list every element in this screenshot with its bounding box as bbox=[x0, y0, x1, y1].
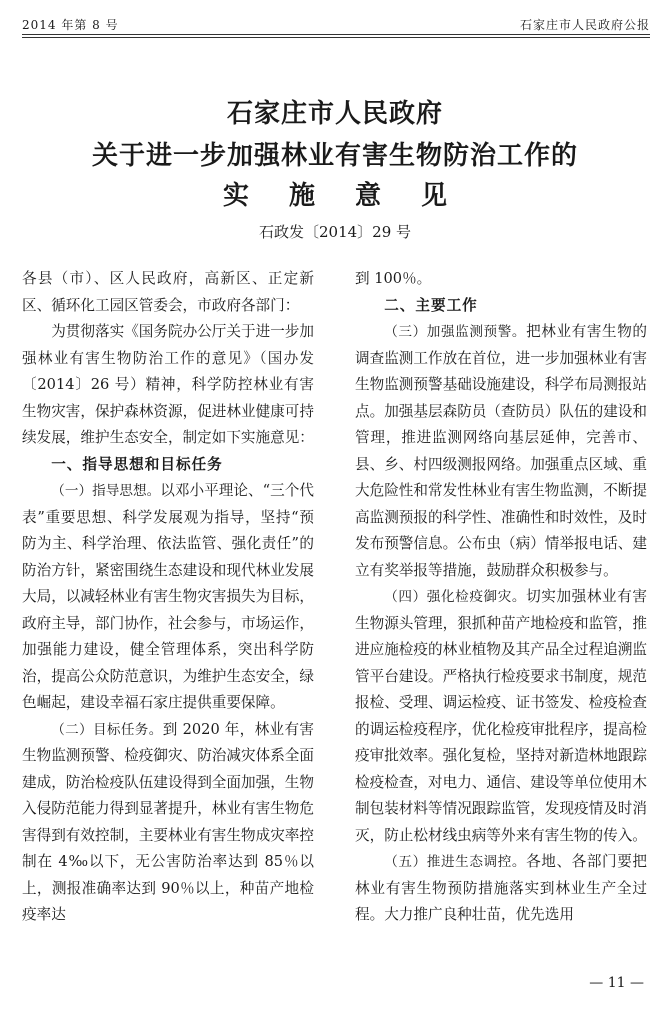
subheading-label: （一）指导思想。 bbox=[51, 483, 161, 499]
header-rule-bottom bbox=[22, 37, 650, 38]
issue-label: 2014 年第 8 号 bbox=[22, 18, 119, 32]
title-line-3: 实施意见 bbox=[222, 181, 487, 211]
paragraph-text: 以邓小平理论、“三个代表”重要思想、科学发展观为指导，坚持“预防为主、科学治理、依法监管、强化责任”的防治方针，紧密围绕生态建设和现代林业发展大局，以减轻林业有害生物灾害损失为目标，政府主导，部门协作，社会参与，市场运作，加强能力建设，健全管理体系，突出科学防治，提高公众防范意识，为维护生态安全，绿色崛起，建设幸福石家庄提供重要保障。 bbox=[22, 482, 314, 711]
addressee: 各县（市）、区人民政府，高新区、正定新区、循环化工园区管委会，市政府各部门： bbox=[22, 270, 314, 314]
page-number: — 11 — bbox=[589, 975, 644, 991]
paragraph-text: 切实加强林业有害生物源头管理，狠抓种苗产地检疫和监管，推进应施检疫的林业植物及其产品全过程追溯监管平台建设。严格执行检疫要求书制度，规范报检、受理、调运检疫、证书签发、检疫检查的调运检疫程序，优化检疫审批程序，提高检疫审批效率。强化复检，坚持对新造林地跟踪检疫检查，对电力、通信、建设等单位使用木制包装材料等情况跟踪监管，发现疫情及时消灭，防止松材线虫病等外来有害生物的传入。 bbox=[355, 588, 647, 844]
subheading-label: （二）目标任务。 bbox=[51, 721, 163, 738]
header-rule-top bbox=[22, 34, 650, 35]
paragraph-text: 各地、各部门要把林业有害生物预防措施落实到林业生产全过程。大力推广良种壮苗，优先选用 bbox=[355, 853, 647, 923]
paragraph-objectives bbox=[22, 717, 314, 929]
subheading-label: （五）推进生态调控。 bbox=[384, 854, 527, 870]
section-2-heading: 二、主要工作 bbox=[384, 296, 478, 314]
paragraph-quarantine bbox=[355, 584, 647, 849]
publication-name: 石家庄市人民政府公报 bbox=[519, 18, 650, 32]
paragraph-continuation: 到 100％。 bbox=[355, 270, 432, 287]
page-header bbox=[22, 12, 650, 34]
subheading-label: （四）强化检疫御灾。 bbox=[384, 589, 527, 605]
paragraph-text: 到 2020 年，林业有害生物监测预警、检疫御灾、防治减灾体系全面建成，防治检疫队伍建设得到全面加强，生物入侵防范能力得到显著提升，林业有害生物危害得到有效控制，主要林业有害生物成灾率控制在 4‰以下，无公害防治率达到 85％以上，测报准确率达到 90％以上，种苗产地检疫率达 bbox=[22, 720, 315, 923]
intro-paragraph: 为贯彻落实《国务院办公厅关于进一步加强林业有害生物防治工作的意见》（国办发〔2014〕26 号）精神，科学防控林业有害生物灾害，保护森林资源，促进林业健康可持续发展，维护生态安全，制定如下实施意见： bbox=[22, 323, 314, 446]
document-number: 石政发〔2014〕29 号 bbox=[258, 223, 412, 241]
left-column bbox=[22, 266, 314, 929]
section-1-heading: 一、指导思想和目标任务 bbox=[51, 455, 223, 473]
right-column bbox=[355, 266, 647, 929]
subheading-label: （三）加强监测预警。 bbox=[384, 324, 527, 340]
paragraph-ecological-control bbox=[355, 849, 647, 929]
paragraph-text: 把林业有害生物的调查监测工作放在首位，进一步加强林业有害生物监测预警基础设施建设，科学布局测报站点。加强基层森防员（查防员）队伍的建设和管理，推进监测网络向基层延伸，完善市、县、乡、村四级测报网络。加强重点区域、重大危险性和常发性林业有害生物监测，不断提高监测预报的科学性、准确性和时效性，及时发布预警信息。公布虫（病）情举报电话、建立有奖举报等措施，鼓励群众积极参与。 bbox=[355, 323, 647, 579]
title-line-2: 关于进一步加强林业有害生物防治工作的 bbox=[91, 141, 578, 171]
title-line-1: 石家庄市人民政府 bbox=[226, 99, 443, 129]
paragraph-guiding-thought bbox=[22, 478, 314, 717]
paragraph-monitoring bbox=[355, 319, 647, 584]
